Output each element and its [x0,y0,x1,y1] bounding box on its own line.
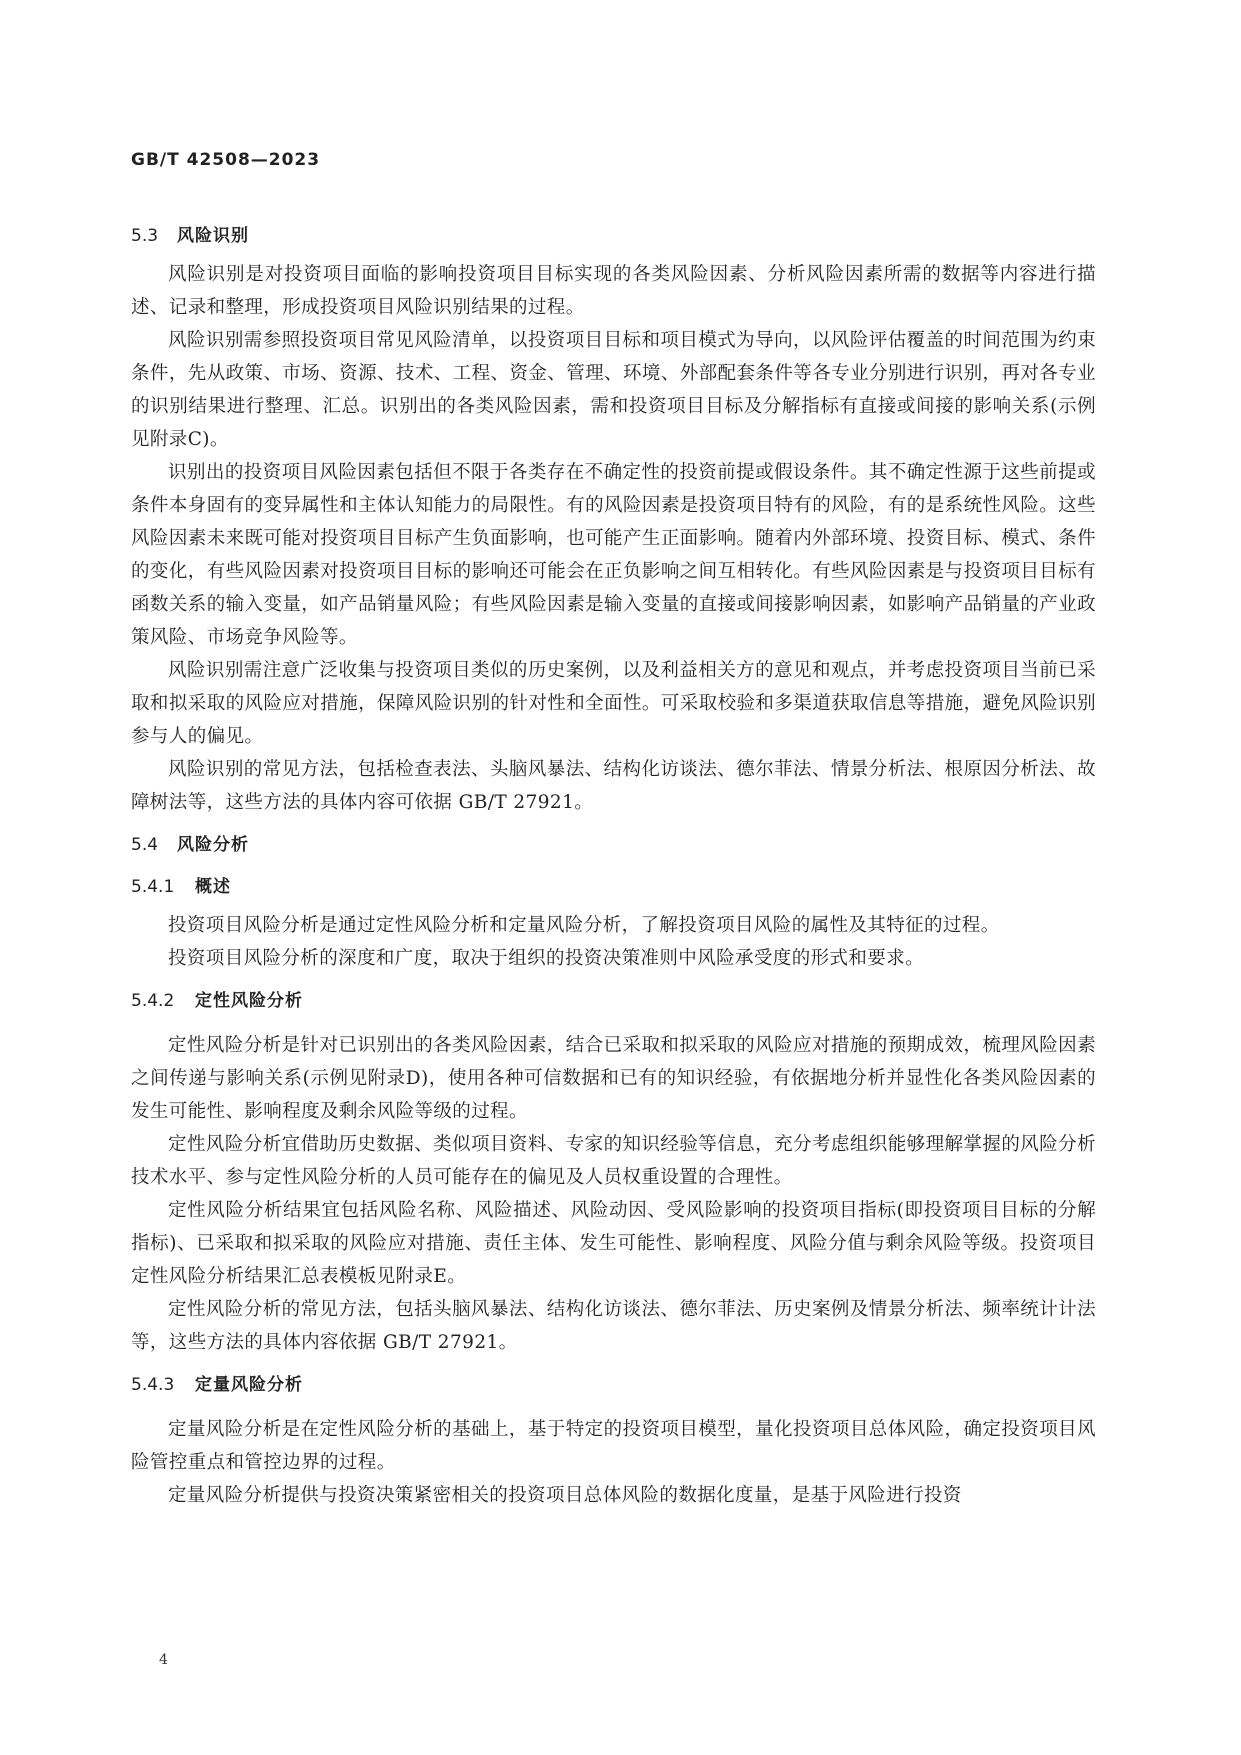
section-number: 5.4.1 [131,877,175,897]
section-heading-5-3 [131,222,1096,250]
paragraph: 投资项目风险分析是通过定性风险分析和定量风险分析，了解投资项目风险的属性及其特征的过程。 [168,915,1000,936]
paragraph: 定性风险分析是针对已识别出的各类风险因素，结合已采取和拟采取的风险应对措施的预期成效，梳理风险因素之间传递与影响关系(示例见附录D)，使用各种可信数据和已有的知识经验，有依据地分析并显性化各类风险因素的发生可能性、影响程度及剩余风险等级的过程。 [131,1035,1096,1122]
section-number: 5.4.3 [131,1375,175,1395]
standard-code: GB/T 42508—2023 [131,150,321,170]
section-title: 风险分析 [177,835,249,855]
paragraph: 识别出的投资项目风险因素包括但不限于各类存在不确定性的投资前提或假设条件。其不确定性源于这些前提或条件本身固有的变异属性和主体认知能力的局限性。有的风险因素是投资项目特有的风险，有的是系统性风险。这些风险因素未来既可能对投资项目目标产生负面影响，也可能产生正面影响。随着内外部环境、投资目标、模式、条件的变化，有些风险因素对投资项目目标的影响还可能会在正负影响之间互相转化。有些风险因素是与投资项目目标有函数关系的输入变量，如产品销量风险；有些风险因素是输入变量的直接或间接影响因素，如影响产品销量的产业政策风险、市场竞争风险等。 [131,462,1096,648]
paragraph: 风险识别的常见方法，包括检查表法、头脑风暴法、结构化访谈法、德尔菲法、情景分析法、根原因分析法、故障树法等，这些方法的具体内容可依据 GB/T 27921。 [131,759,1096,813]
section-title: 概述 [195,877,231,897]
section-heading-5-4 [131,831,1096,859]
paragraph: 风险识别是对投资项目面临的影响投资项目目标实现的各类风险因素、分析风险因素所需的数据等内容进行描述、记录和整理，形成投资项目风险识别结果的过程。 [131,264,1096,318]
section-title: 风险识别 [177,226,249,246]
paragraph: 定性风险分析宜借助历史数据、类似项目资料、专家的知识经验等信息，充分考虑组织能够理解掌握的风险分析技术水平、参与定性风险分析的人员可能存在的偏见及人员权重设置的合理性。 [131,1134,1096,1188]
paragraph: 投资项目风险分析的深度和广度，取决于组织的投资决策准则中风险承受度的形式和要求。 [168,948,925,969]
page-number: 4 [159,1652,168,1668]
section-heading-5-4-2 [131,987,1096,1015]
section-title: 定性风险分析 [195,991,303,1011]
paragraph: 定量风险分析是在定性风险分析的基础上，基于特定的投资项目模型，量化投资项目总体风险，确定投资项目风险管控重点和管控边界的过程。 [131,1419,1096,1473]
section-heading-5-4-1 [131,873,1096,901]
paragraph: 定性风险分析的常见方法，包括头脑风暴法、结构化访谈法、德尔菲法、历史案例及情景分析法、频率统计计法等，这些方法的具体内容依据 GB/T 27921。 [131,1299,1096,1353]
section-number: 5.4.2 [131,991,175,1011]
section-number: 5.4 [131,835,159,855]
paragraph: 风险识别需参照投资项目常见风险清单，以投资项目目标和项目模式为导向，以风险评估覆盖的时间范围为约束条件，先从政策、市场、资源、技术、工程、资金、管理、环境、外部配套条件等各专业分别进行识别，再对各专业的识别结果进行整理、汇总。识别出的各类风险因素，需和投资项目目标及分解指标有直接或间接的影响关系(示例见附录C)。 [131,330,1096,450]
section-number: 5.3 [131,226,159,246]
paragraph: 定性风险分析结果宜包括风险名称、风险描述、风险动因、受风险影响的投资项目指标(即投资项目目标的分解指标)、已采取和拟采取的风险应对措施、责任主体、发生可能性、影响程度、风险分值与剩余风险等级。投资项目定性风险分析结果汇总表模板见附录E。 [131,1200,1096,1287]
paragraph: 风险识别需注意广泛收集与投资项目类似的历史案例，以及利益相关方的意见和观点，并考虑投资项目当前已采取和拟采取的风险应对措施，保障风险识别的针对性和全面性。可采取校验和多渠道获取信息等措施，避免风险识别参与人的偏见。 [131,660,1096,747]
document-body [131,222,1096,1512]
section-heading-5-4-3 [131,1371,1096,1399]
paragraph: 定量风险分析提供与投资决策紧密相关的投资项目总体风险的数据化度量，是基于风险进行投资 [168,1485,962,1506]
section-title: 定量风险分析 [195,1375,303,1395]
